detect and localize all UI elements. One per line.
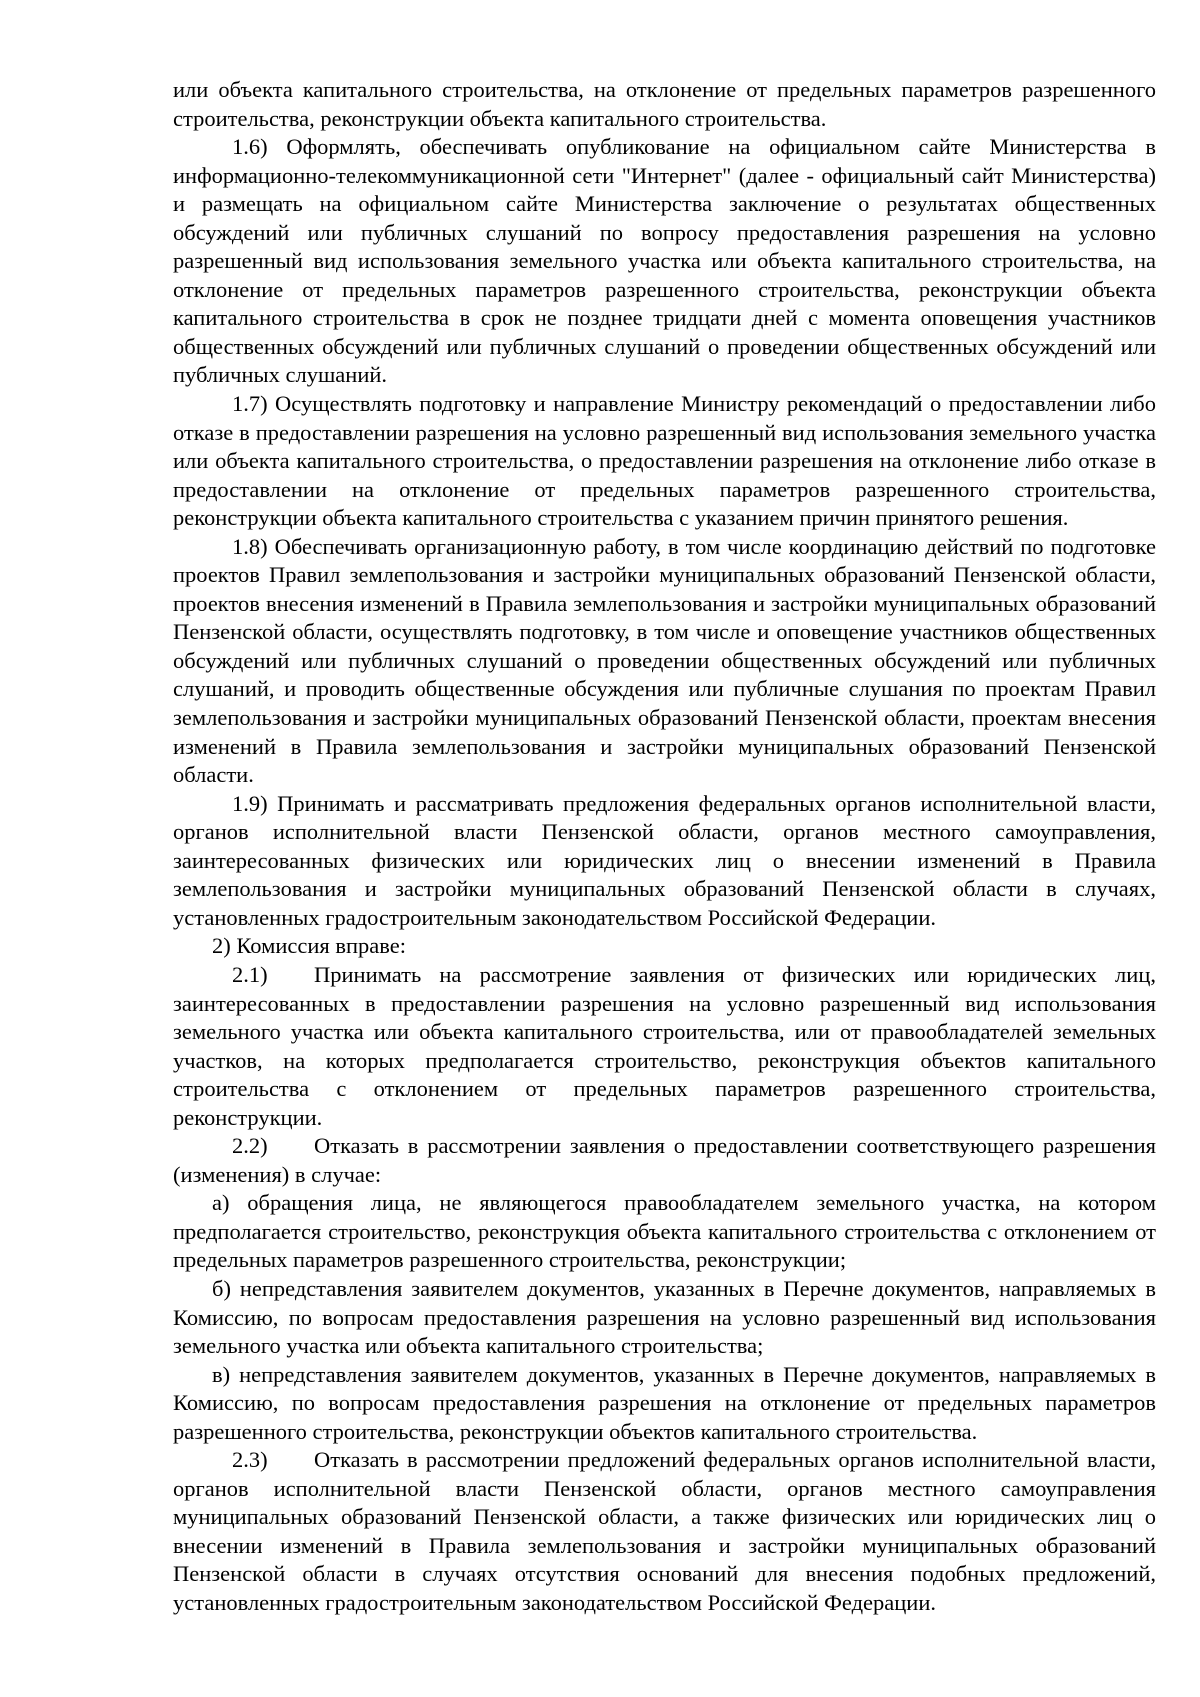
paragraph-1-8: 1.8) Обеспечивать организационную работу, в том числе координацию действий по подготовке проектов Правил землепользования и застройки муниципальных образований Пензенской области, проектов внесения изменений в Правила землепользования и застройки муниципальных образований Пензенской области, осуществлять подготовку, в том числе и оповещение участников общественных обсуждений или публичных слушаний о проведении общественных обсуждений или публичных слушаний, и проводить общественные обсуждения или публичные слушания по проектам Правил землепользования и застройки муниципальных образований Пензенской области, проектам внесения изменений в Правила землепользования и застройки муниципальных образований Пензенской области. bbox=[173, 533, 1156, 788]
paragraph-continuation: или объекта капитального строительства, на отклонение от предельных параметров разрешенного строительства, реконструкции объекта капитального строительства. bbox=[173, 77, 1156, 131]
paragraph-2-2-v: в) непредставления заявителем документов, указанных в Перечне документов, направляемых в Комиссию, по вопросам предоставления разрешения на отклонение от предельных параметров разрешенного строительства, реконструкции объектов капитального строительства. bbox=[173, 1361, 1156, 1444]
paragraph-number: 2.1) bbox=[232, 961, 268, 987]
paragraph-text: Отказать в рассмотрении заявления о предоставлении соответствующего разрешения (изменения) в случае: bbox=[173, 1133, 1156, 1187]
paragraph-2-1 bbox=[173, 961, 1156, 1132]
paragraph-number: 2.3) bbox=[232, 1447, 268, 1473]
paragraph-2-2 bbox=[173, 1132, 1156, 1189]
document-page bbox=[173, 76, 1156, 1618]
paragraph-2-2-b: б) непредставления заявителем документов, указанных в Перечне документов, направляемых в Комиссию, по вопросам предоставления разрешения на условно разрешенный вид использования земельного участка или объекта капитального строительства; bbox=[173, 1275, 1156, 1359]
paragraph-2-3 bbox=[173, 1446, 1156, 1617]
paragraph-2-2-a: а) обращения лица, не являющегося правообладателем земельного участка, на котором предполагается строительство, реконструкция объекта капитального строительства с отклонением от предельных параметров разрешенного строительства, реконструкции; bbox=[173, 1190, 1156, 1273]
paragraph-2: 2) Комиссия вправе: bbox=[212, 933, 406, 959]
paragraph-text: Отказать в рассмотрении предложений федеральных органов исполнительной власти, органов исполнительной власти Пензенской области, органов местного самоуправления муниципальных образований Пензенской области, а также физических или юридических лиц о внесении изменений в Правила землепользования и застройки муниципальных образований Пензенской области в случаях отсутствия оснований для внесения подобных предложений, установленных градостроительным законодательством Российской Федерации. bbox=[173, 1447, 1156, 1615]
paragraph-number: 2.2) bbox=[232, 1133, 268, 1159]
paragraph-text: Принимать на рассмотрение заявления от физических или юридических лиц, заинтересованных в предоставлении разрешения на условно разрешенный вид использования земельного участка или объекта капитального строительства, или от правообладателей земельных участков, на которых предполагается строительство, реконструкция объектов капитального строительства с отклонением от предельных параметров разрешенного строительства, реконструкции. bbox=[173, 961, 1156, 1130]
paragraph-1-7: 1.7) Осуществлять подготовку и направление Министру рекомендаций о предоставлении либо отказе в предоставлении разрешения на условно разрешенный вид использования земельного участка или объекта капитального строительства, о предоставлении разрешения на отклонение либо отказе в предоставлении на отклонение от предельных параметров разрешенного строительства, реконструкции объекта капитального строительства с указанием причин принятого решения. bbox=[173, 391, 1156, 531]
paragraph-1-6: 1.6) Оформлять, обеспечивать опубликование на официальном сайте Министерства в информационно-телекоммуникационной сети "Интернет" (далее - официальный сайт Министерства) и размещать на официальном сайте Министерства заключение о результатах общественных обсуждений или публичных слушаний по вопросу предоставления разрешения на условно разрешенный вид использования земельного участка или объекта капитального строительства, на отклонение от предельных параметров разрешенного строительства, реконструкции объекта капитального строительства в срок не позднее тридцати дней с момента оповещения участников общественных обсуждений или публичных слушаний о проведении общественных обсуждений или публичных слушаний. bbox=[173, 134, 1156, 388]
paragraph-1-9: 1.9) Принимать и рассматривать предложения федеральных органов исполнительной власти, органов исполнительной власти Пензенской области, органов местного самоуправления, заинтересованных физических или юридических лиц о внесении изменений в Правила землепользования и застройки муниципальных образований Пензенской области в случаях, установленных градостроительным законодательством Российской Федерации. bbox=[173, 790, 1156, 930]
